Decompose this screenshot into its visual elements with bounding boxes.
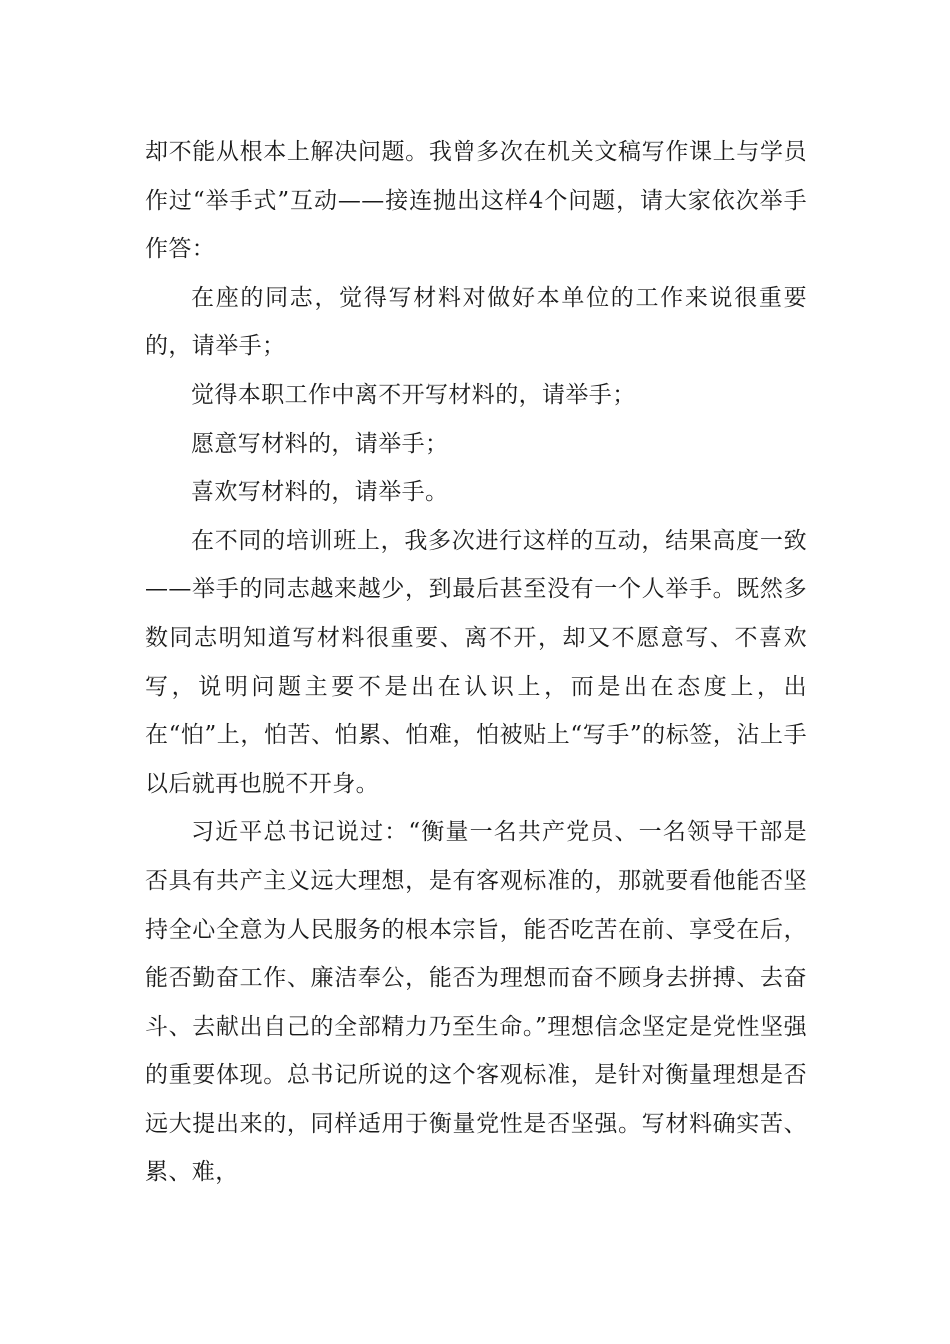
paragraph-quote: 习近平总书记说过：“衡量一名共产党员、一名领导干部是否具有共产主义远大理想，是有客观标准的，那就要看他能否坚持全心全意为人民服务的根本宗旨，能否吃苦在前、享受在后，能否勤奋工作、廉洁奉公，能否为理想而奋不顾身去拼搏、去奋斗、去献出自己的全部精力乃至生命。”理想信念坚定是党性坚强的重要体现。总书记所说的这个客观标准，是针对衡量理想是否远大提出来的，同样适用于衡量党性是否坚强。写材料确实苦、累、难， (145, 819, 807, 1186)
paragraph-question-2: 觉得本职工作中离不开写材料的，请举手； (191, 381, 636, 408)
paragraph-question-4: 喜欢写材料的，请举手。 (191, 479, 449, 506)
paragraph-continuation: 却不能从根本上解决问题。我曾多次在机关文稿写作课上与学员作过“举手式”互动——接连抛出这样4个问题，请大家依次举手作答： (145, 139, 807, 263)
body-text (145, 128, 807, 1197)
paragraph-question-3: 愿意写材料的，请举手； (191, 430, 449, 457)
paragraph-result: 在不同的培训班上，我多次进行这样的互动，结果高度一致——举手的同志越来越少，到最后甚至没有一个人举手。既然多数同志明知道写材料很重要、离不开，却又不愿意写、不喜欢写，说明问题主要不是出在认识上，而是出在态度上，出在“怕”上，怕苦、怕累、怕难，怕被贴上“写手”的标签，沾上手以后就再也脱不开身。 (145, 527, 807, 797)
paragraph-question-1: 在座的同志，觉得写材料对做好本单位的工作来说很重要的，请举手； (145, 284, 807, 360)
